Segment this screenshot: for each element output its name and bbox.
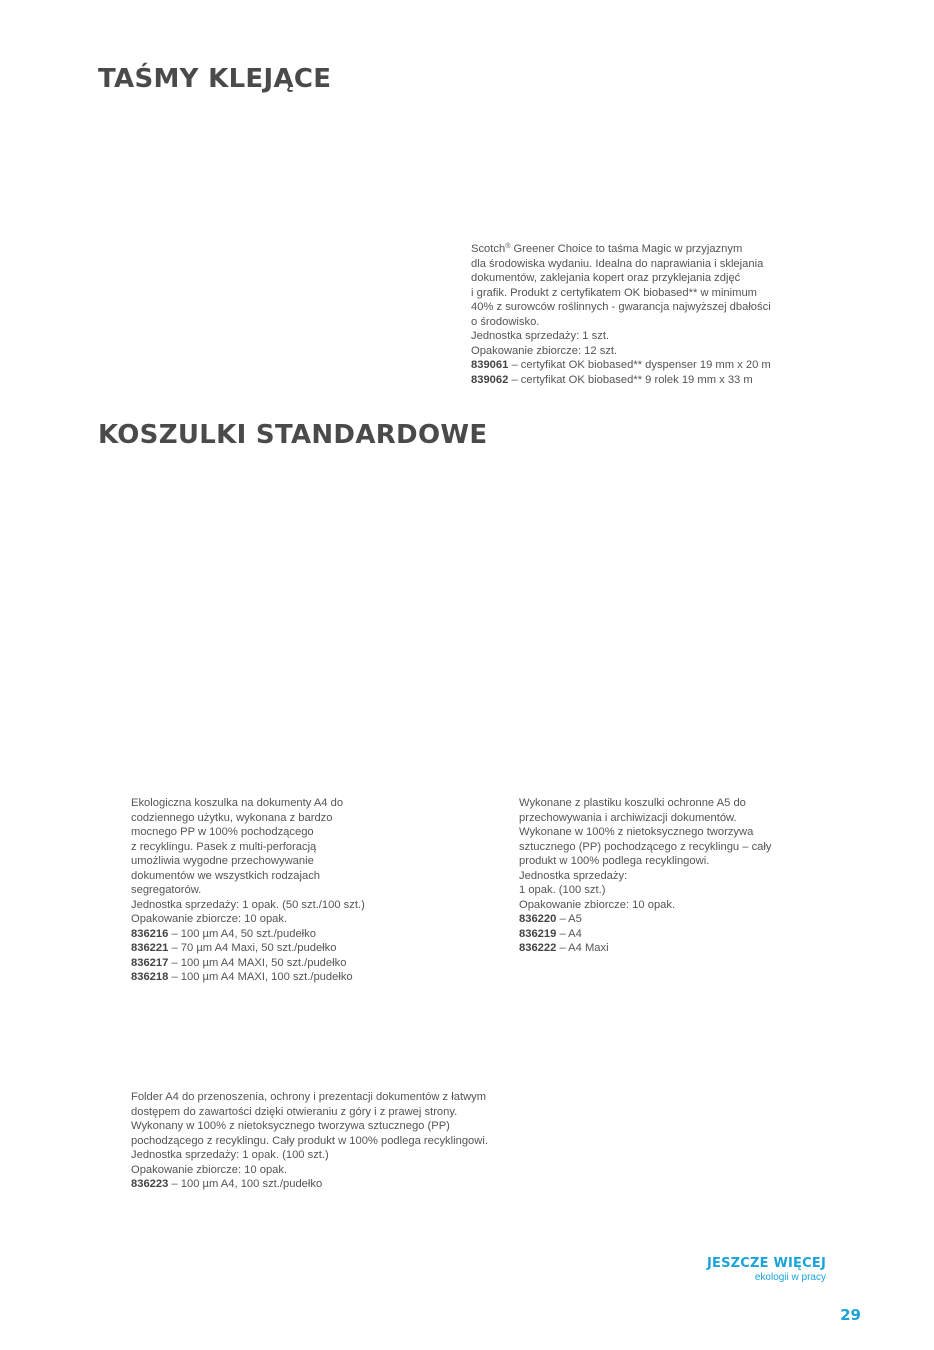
product-row	[519, 927, 771, 942]
product-code: 836222	[519, 942, 557, 954]
bulk-package: Opakowanie zbiorcze: 10 opak.	[131, 1163, 288, 1176]
description-line: Wykonane w 100% z nietoksycznego tworzywa	[519, 826, 754, 838]
product-row	[131, 970, 365, 985]
product-desc: – 70 µm A4 Maxi, 50 szt./pudełko	[168, 942, 337, 954]
sleeve-a5-description	[519, 796, 771, 956]
product-desc: – certyfikat OK biobased** dyspenser 19 mm x 20 m	[508, 359, 771, 371]
tape-line: dokumentów, zaklejania kopert oraz przyklejania zdjęć	[471, 272, 741, 284]
description-line: dokumentów we wszystkich rodzajach	[131, 869, 321, 882]
bulk-package: Opakowanie zbiorcze: 10 opak.	[131, 913, 288, 925]
sales-unit: 1 opak. (100 szt.)	[519, 884, 606, 896]
description-line: segregatorów.	[131, 884, 202, 896]
product-row	[131, 941, 365, 956]
tape-line: Scotch® Greener Choice to taśma Magic w przyjaznym	[471, 243, 743, 255]
page-number: 29	[840, 1306, 861, 1324]
description-line: Folder A4 do przenoszenia, ochrony i prezentacji dokumentów z łatwym	[131, 1091, 487, 1103]
description-line: dostępem do zawartości dzięki otwieraniu z góry i z prawej strony.	[131, 1105, 458, 1118]
product-desc: – certyfikat OK biobased** 9 rolek 19 mm x 33 m	[508, 373, 753, 386]
footer-title: JESZCZE WIĘCEJ	[707, 1256, 826, 1271]
section-heading-sleeves: KOSZULKI STANDARDOWE	[98, 420, 488, 450]
description-line: z recyklingu. Pasek z multi-perforacją	[131, 840, 317, 853]
product-desc: – 100 µm A4 MAXI, 100 szt./pudełko	[168, 971, 353, 983]
footer-subtitle: ekologii w pracy	[754, 1272, 826, 1283]
tape-line: i grafik. Produkt z certyfikatem OK biobased** w minimum	[471, 286, 758, 299]
product-code: 836220	[519, 913, 557, 925]
description-line: Wykonany w 100% z nietoksycznego tworzywa sztucznego (PP)	[131, 1120, 450, 1132]
sales-unit: Jednostka sprzedaży: 1 opak. (50 szt./100 szt.)	[131, 898, 365, 911]
product-code: 839062	[471, 373, 509, 386]
product-row	[519, 912, 771, 927]
sales-unit: Jednostka sprzedaży: 1 szt.	[471, 330, 610, 342]
description-line: Ekologiczna koszulka na dokumenty A4 do	[131, 797, 344, 809]
product-row	[471, 358, 771, 373]
product-row	[131, 956, 365, 971]
footer-tagline	[707, 1256, 826, 1283]
bulk-package: Opakowanie zbiorcze: 12 szt.	[471, 344, 618, 357]
product-row	[519, 941, 771, 956]
product-code: 836223	[131, 1178, 169, 1190]
sales-unit-label: Jednostka sprzedaży:	[519, 869, 628, 882]
tape-line: dla środowiska wydaniu. Idealna do naprawiania i sklejania	[471, 257, 764, 270]
product-code: 836216	[131, 927, 169, 940]
product-desc: – 100 µm A4, 50 szt./pudełko	[168, 927, 316, 940]
product-code: 836221	[131, 942, 169, 954]
description-line: pochodzącego z recyklingu. Cały produkt w 100% podlega recyklingowi.	[131, 1134, 488, 1147]
description-line: przechowywania i archiwizacji dokumentów.	[519, 811, 737, 824]
description-line: codziennego użytku, wykonana z bardzo	[131, 811, 333, 824]
description-line: umożliwia wygodne przechowywanie	[131, 855, 314, 867]
tape-line: o środowisko.	[471, 315, 540, 328]
product-row	[131, 927, 365, 942]
description-line: produkt w 100% podlega recyklingowi.	[519, 855, 710, 867]
description-line: Wykonane z plastiku koszulki ochronne A5 do	[519, 797, 746, 809]
tape-line: 40% z surowców roślinnych - gwarancja najwyższej dbałości	[471, 301, 771, 313]
product-row	[471, 373, 771, 388]
product-desc: – A4 Maxi	[556, 942, 609, 954]
description-line: sztucznego (PP) pochodzącego z recyklingu – cały	[519, 840, 772, 853]
product-code: 839061	[471, 359, 509, 371]
bulk-package: Opakowanie zbiorcze: 10 opak.	[519, 898, 676, 911]
brand-name: Scotch	[471, 243, 506, 255]
tape-description	[471, 242, 771, 387]
registered-mark: ®	[505, 243, 511, 250]
product-code: 836219	[519, 927, 557, 940]
sleeve-a4-description	[131, 796, 365, 985]
product-desc: – 100 µm A4, 100 szt./pudełko	[168, 1178, 323, 1190]
product-code: 836217	[131, 956, 169, 969]
sales-unit: Jednostka sprzedaży: 1 opak. (100 szt.)	[131, 1149, 329, 1161]
product-row	[131, 1177, 488, 1192]
section-heading-tapes: TAŚMY KLEJĄCE	[98, 64, 332, 94]
product-desc: – A4	[556, 927, 582, 940]
product-desc: – 100 µm A4 MAXI, 50 szt./pudełko	[168, 956, 347, 969]
description-line: mocnego PP w 100% pochodzącego	[131, 826, 314, 838]
product-desc: – A5	[556, 913, 582, 925]
product-code: 836218	[131, 971, 169, 983]
folder-description	[131, 1090, 488, 1192]
